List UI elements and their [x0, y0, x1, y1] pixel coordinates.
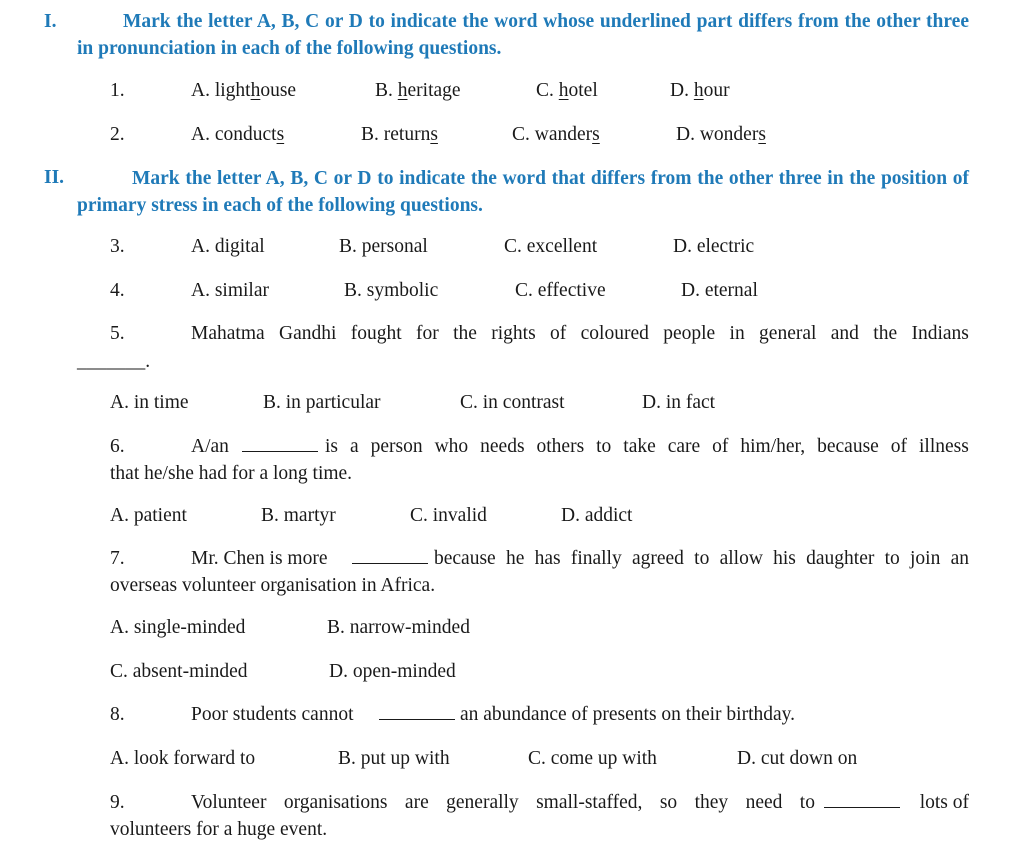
stem-word: of — [712, 436, 729, 457]
question-number: 6. — [110, 436, 125, 457]
option-d: D. eternal — [681, 280, 758, 301]
stem-word: finally — [570, 548, 622, 569]
option-b: B. in particular — [263, 392, 381, 413]
stem-word: take — [623, 436, 656, 457]
option-c: C. in contrast — [460, 392, 565, 413]
stem-word: others — [536, 436, 585, 457]
stem-word: coloured — [580, 323, 649, 344]
stem-end: lots of — [919, 792, 969, 813]
section-2-number: II. — [44, 167, 65, 188]
option-a: A. lighthouse — [191, 80, 297, 101]
answer-blank: _______. — [77, 351, 151, 372]
stem-start: Poor students cannot — [191, 704, 354, 725]
stem-word: fought — [350, 323, 402, 344]
answer-blank — [352, 547, 428, 571]
section-1-instruction: Mark the letter A, B, C or D to indicate the word whose underlined part differs from the other three in pronunciation in each of the following questions. — [77, 11, 969, 59]
option-b: B. returns — [361, 124, 438, 145]
stem-word: people — [663, 323, 716, 344]
stem-word: need — [745, 792, 783, 813]
answer-blank — [824, 791, 900, 815]
stem-word: to — [596, 436, 612, 457]
option-a: A. single-minded — [110, 617, 246, 638]
option-b: B. put up with — [338, 748, 450, 769]
stem-word: care — [667, 436, 701, 457]
option-b: B. personal — [339, 236, 428, 257]
option-c: C. invalid — [410, 505, 487, 526]
answer-blank — [379, 703, 455, 727]
option-a: A. digital — [191, 236, 265, 257]
stem-word: small-staffed, — [536, 792, 643, 813]
question-number: 2. — [110, 124, 125, 145]
question-stem-line-1 — [325, 435, 969, 459]
option-a: A. in time — [110, 392, 189, 413]
answer-blank — [242, 435, 318, 459]
stem-word: his — [773, 548, 796, 569]
stem-word: of — [550, 323, 567, 344]
option-b: B. symbolic — [344, 280, 439, 301]
option-d: D. cut down on — [737, 748, 858, 769]
stem-word: the — [453, 323, 477, 344]
stem-word: join — [910, 548, 941, 569]
stem-word: him/her, — [740, 436, 806, 457]
option-b: B. martyr — [261, 505, 336, 526]
stem-word: because — [817, 436, 879, 457]
stem-start: A/an — [191, 436, 229, 457]
option-a: A. conducts — [191, 124, 285, 145]
question-number: 7. — [110, 548, 125, 569]
stem-word: the — [873, 323, 898, 344]
question-number: 8. — [110, 704, 125, 725]
stem-word: daughter — [806, 548, 875, 569]
question-stem-line-2: that he/she had for a long time. — [110, 463, 353, 484]
question-number: 3. — [110, 236, 125, 257]
stem-word: they — [694, 792, 729, 813]
option-c: C. come up with — [528, 748, 657, 769]
option-d: D. electric — [673, 236, 755, 257]
option-d: D. in fact — [642, 392, 716, 413]
stem-word: Volunteer — [191, 792, 267, 813]
stem-word: to — [694, 548, 710, 569]
section-2-instruction: Mark the letter A, B, C or D to indicate the word that differs from the other three in the position of primary stress in each of the following questions. — [77, 168, 969, 216]
stem-word: general — [759, 323, 817, 344]
question-number: 9. — [110, 792, 125, 813]
option-d: D. hour — [670, 80, 730, 101]
stem-word: are — [404, 792, 429, 813]
question-stem-line-2: volunteers for a huge event. — [110, 819, 328, 840]
stem-word: a — [349, 436, 359, 457]
stem-word: to — [799, 792, 815, 813]
option-c: C. excellent — [504, 236, 598, 257]
option-b: B. heritage — [375, 80, 461, 101]
option-a: A. look forward to — [110, 748, 256, 769]
stem-end: an abundance of presents on their birthday. — [460, 704, 795, 725]
stem-word: Mahatma — [191, 323, 265, 344]
stem-word: to — [884, 548, 900, 569]
option-c: C. effective — [515, 280, 606, 301]
question-number: 5. — [110, 323, 125, 344]
question-stem-line-2: overseas volunteer organisation in Africa. — [110, 575, 436, 596]
stem-word: he — [505, 548, 525, 569]
stem-word: rights — [491, 323, 536, 344]
stem-word: has — [534, 548, 561, 569]
stem-word: and — [830, 323, 859, 344]
stem-word: who — [434, 436, 469, 457]
stem-word: in — [729, 323, 745, 344]
stem-word: agreed — [631, 548, 684, 569]
stem-start: Mr. Chen is more — [191, 548, 328, 569]
stem-word: for — [416, 323, 439, 344]
stem-word: Gandhi — [278, 323, 337, 344]
stem-word: Indians — [911, 323, 969, 344]
stem-word: allow — [719, 548, 763, 569]
option-d: D. open-minded — [329, 661, 456, 682]
stem-word: organisations — [283, 792, 388, 813]
option-a: A. similar — [191, 280, 269, 301]
stem-word: so — [659, 792, 678, 813]
option-c: C. hotel — [536, 80, 598, 101]
stem-word: illness — [919, 436, 969, 457]
option-b: B. narrow-minded — [327, 617, 470, 638]
question-stem-line-1 — [191, 791, 815, 815]
option-a: A. patient — [110, 505, 187, 526]
option-c: C. absent-minded — [110, 661, 248, 682]
option-d: D. wonders — [676, 124, 766, 145]
option-d: D. addict — [561, 505, 633, 526]
question-number: 1. — [110, 80, 125, 101]
question-stem-line-1 — [191, 322, 969, 346]
stem-word: is — [325, 436, 339, 457]
option-c: C. wanders — [512, 124, 600, 145]
stem-word: of — [890, 436, 908, 457]
stem-word: an — [950, 548, 969, 569]
section-1-number: I. — [44, 11, 57, 32]
stem-word: because — [434, 548, 496, 569]
question-stem-line-1 — [434, 547, 969, 571]
question-number: 4. — [110, 280, 125, 301]
stem-word: needs — [480, 436, 525, 457]
stem-word: person — [370, 436, 423, 457]
stem-word: generally — [446, 792, 519, 813]
